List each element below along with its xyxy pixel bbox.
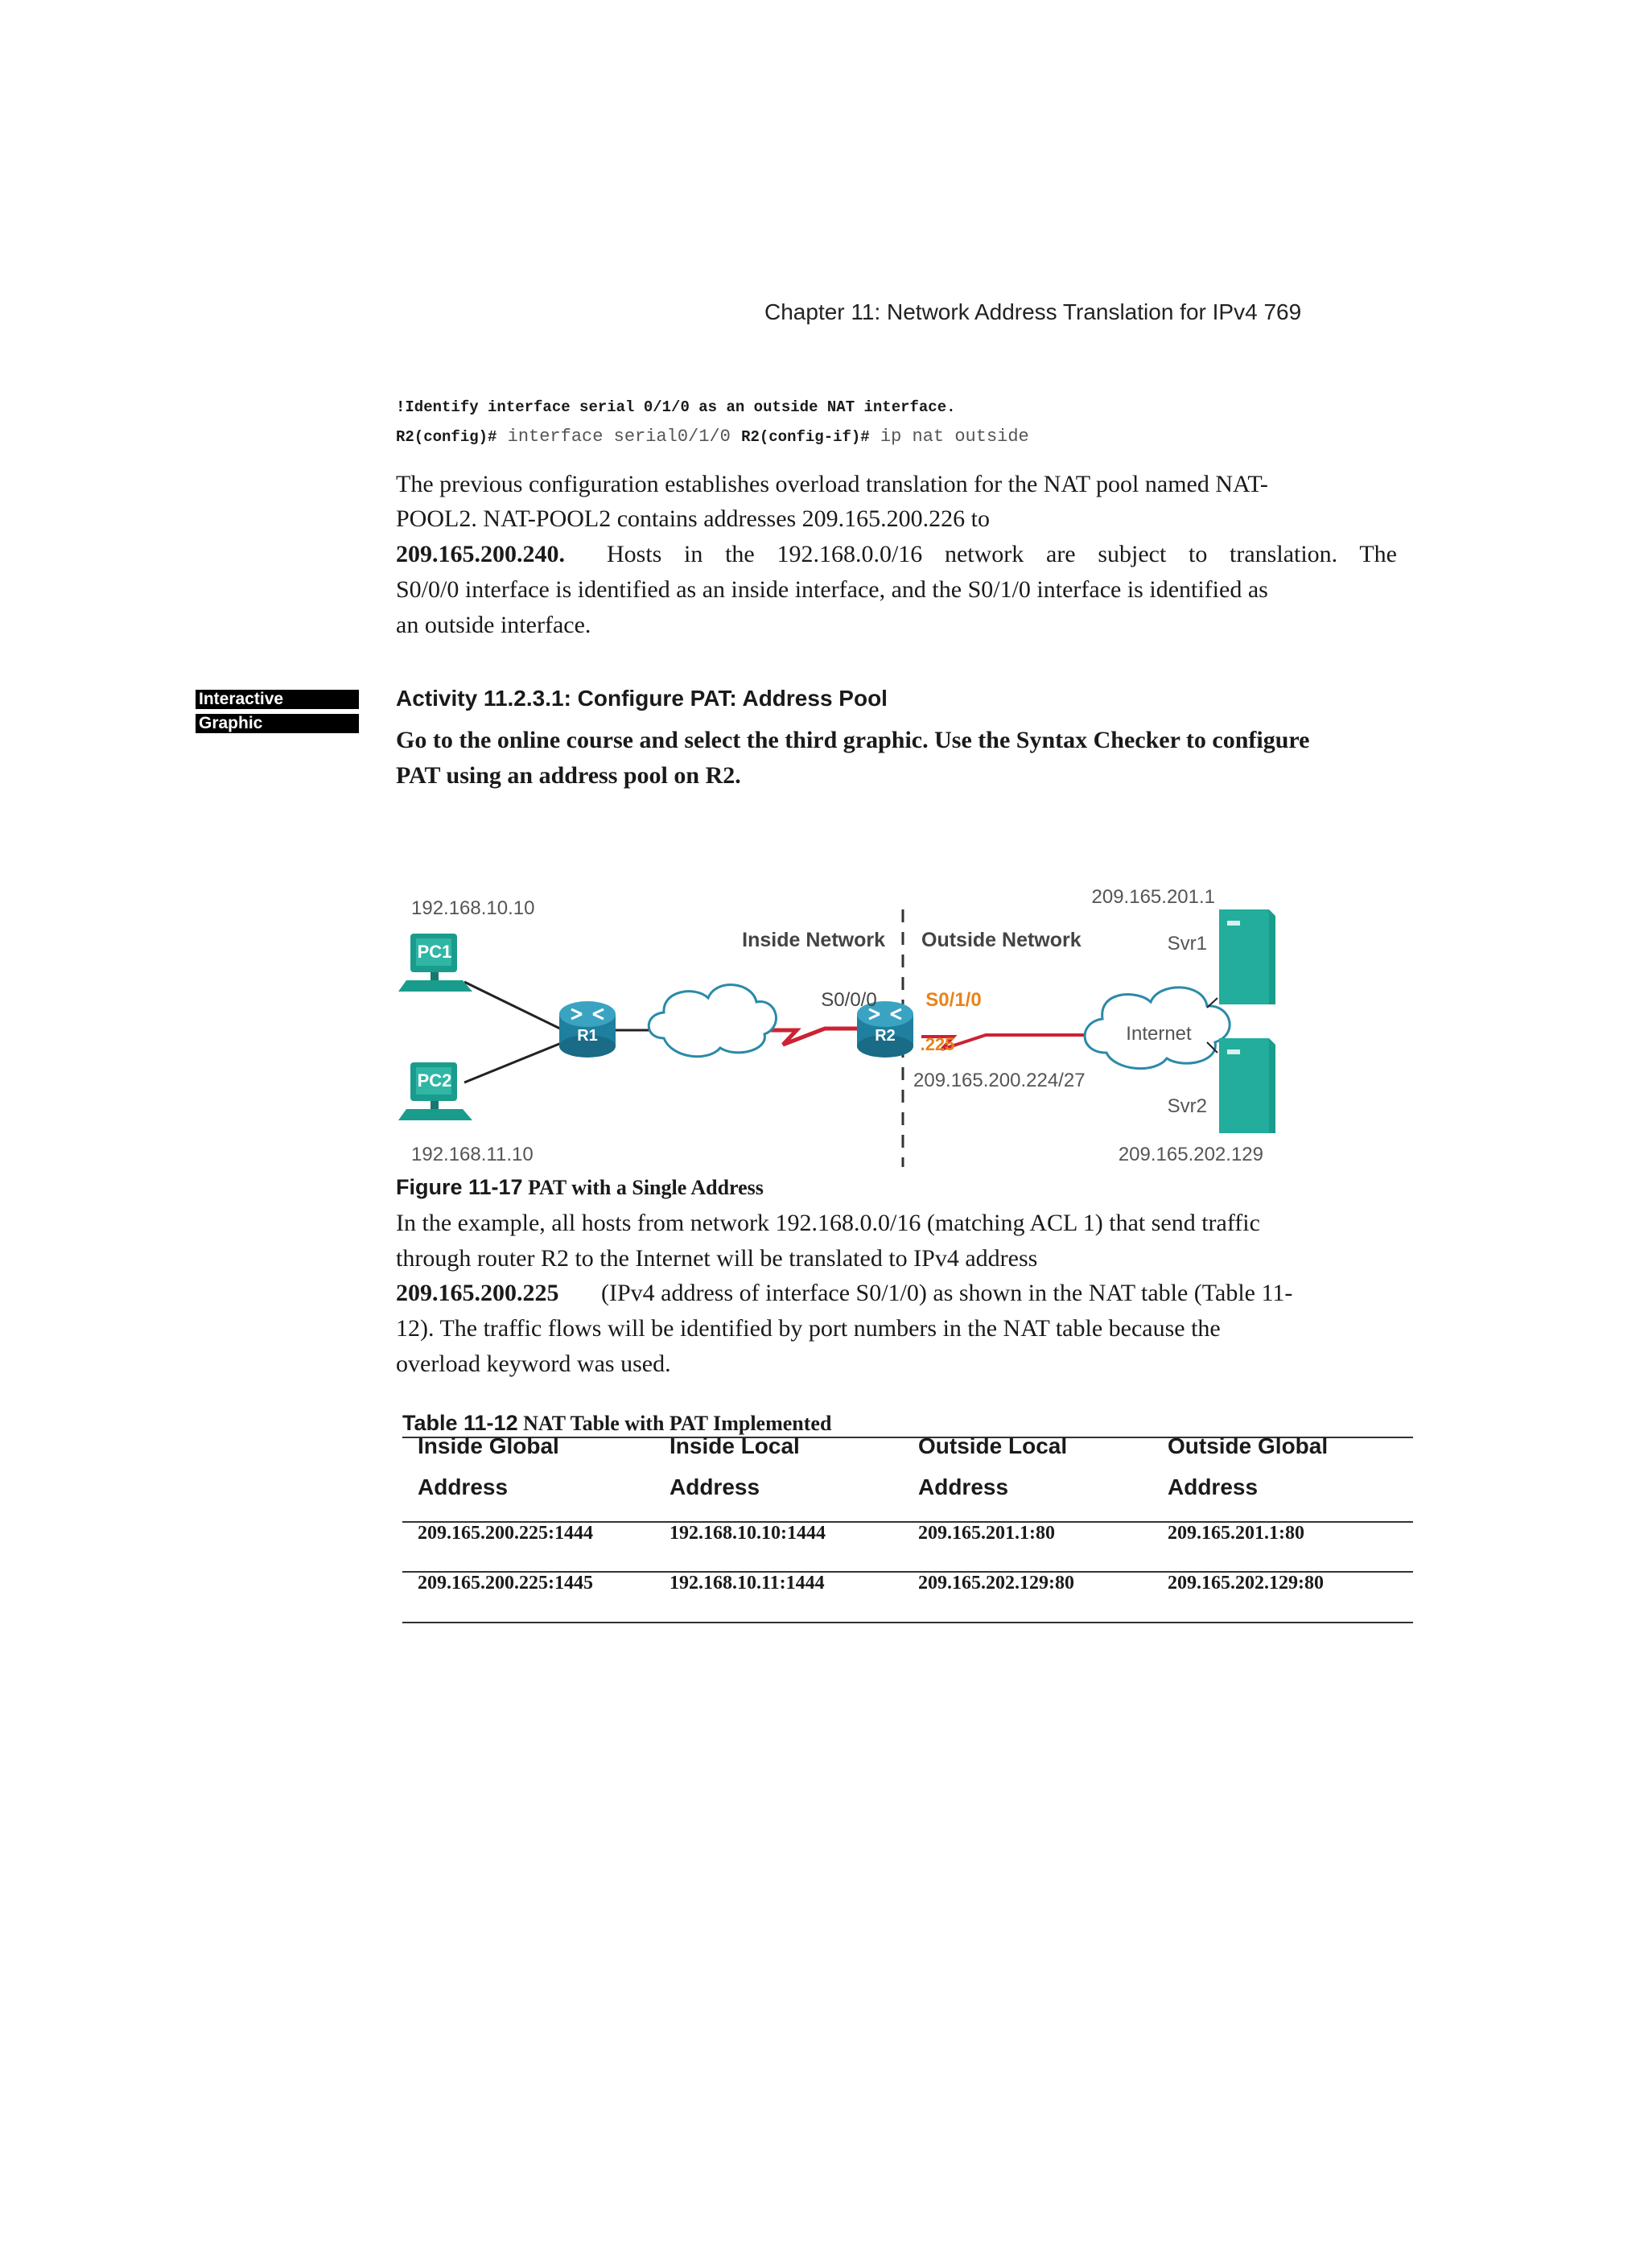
para2-line4: 12). The traffic flows will be identified by port numbers in the NAT table because the	[396, 1315, 1221, 1342]
para1-line1: The previous configuration establishes overload translation for the NAT pool named NAT-	[396, 471, 1268, 497]
table-cell: 209.165.201.1:80	[918, 1523, 1055, 1544]
svr1-ip: 209.165.201.1	[1091, 886, 1215, 908]
code-command-interface: interface serial0/1/0	[496, 427, 742, 447]
table-cell: 209.165.201.1:80	[1168, 1523, 1304, 1544]
header-outside-local-top: Outside Local	[918, 1433, 1068, 1458]
table-cell: 209.165.200.225:1445	[418, 1573, 593, 1594]
pc2-ip: 192.168.11.10	[411, 1144, 534, 1165]
header-inside-local-bottom: Address	[670, 1474, 760, 1499]
table-cell: 192.168.10.10:1444	[670, 1523, 826, 1544]
code-command-nat-outside: ip nat outside	[869, 427, 1029, 447]
code-prompt-config-if: R2(config-if)#	[741, 428, 870, 446]
table-cell: 209.165.202.129:80	[1168, 1573, 1324, 1594]
s010-label: S0/1/0	[925, 989, 982, 1011]
header-inside-local-top: Inside Local	[670, 1433, 800, 1458]
svr2-label: Svr2	[1167, 1095, 1207, 1117]
table-cell: 209.165.200.225:1444	[418, 1523, 593, 1544]
para1-line5: an outside interface.	[396, 612, 591, 638]
table-cell: 209.165.202.129:80	[918, 1573, 1074, 1594]
r1-label: R1	[577, 1027, 598, 1045]
svr2-server-icon	[1219, 1038, 1275, 1133]
interface-225-label: .225	[920, 1034, 955, 1054]
outside-network-label: Outside Network	[921, 929, 1082, 951]
graphic-badge: Graphic	[196, 714, 359, 733]
table-caption	[402, 1411, 831, 1436]
pc1-r1-link	[464, 982, 563, 1030]
table-label: Table 11-12	[402, 1411, 518, 1435]
para2-line5: overload keyword was used.	[396, 1350, 671, 1377]
para2-bold-address: 209.165.200.225	[396, 1280, 559, 1306]
para2-line1: In the example, all hosts from network 192.168.0.0/16 (matching ACL 1) that send traffic	[396, 1210, 1260, 1236]
r2-label: R2	[875, 1027, 896, 1045]
header-outside-local-bottom: Address	[918, 1474, 1009, 1499]
pc1-label: PC1	[417, 942, 452, 962]
internet-label: Internet	[1126, 1023, 1192, 1045]
s000-serial-link	[760, 1029, 857, 1045]
activity-line2: PAT using an address pool on R2.	[396, 762, 741, 789]
table-cell: 192.168.10.11:1444	[670, 1573, 825, 1594]
para1-line3	[396, 537, 1397, 572]
svr2-ip: 209.165.202.129	[1118, 1144, 1263, 1165]
table-bottom-rule	[402, 1622, 1413, 1623]
header-inside-global-bottom: Address	[418, 1474, 509, 1499]
para1-line3-rest: Hosts in the 192.168.0.0/16 network are subject to translation. The	[607, 541, 1397, 567]
subnet-label: 209.165.200.224/27	[913, 1070, 1086, 1091]
svr1-server-icon	[1219, 909, 1275, 1004]
header-inside-global-top: Inside Global	[418, 1433, 559, 1458]
page-header: Chapter 11: Network Address Translation for IPv4 769	[764, 299, 1302, 324]
inside-cloud	[649, 985, 776, 1057]
figure-caption	[396, 1175, 764, 1200]
para2-line3-rest: (IPv4 address of interface S0/1/0) as shown in the NAT table (Table 11-	[601, 1280, 1293, 1306]
code-commands	[396, 427, 1029, 447]
para1-line4: S0/0/0 interface is identified as an inside interface, and the S0/1/0 interface is identified as	[396, 576, 1268, 603]
code-comment: !Identify interface serial 0/1/0 as an outside NAT interface.	[396, 398, 956, 416]
header-outside-global-bottom: Address	[1168, 1474, 1259, 1499]
para1-bold-address: 209.165.200.240.	[396, 541, 565, 567]
pc1-ip: 192.168.10.10	[411, 897, 535, 919]
pc2-label: PC2	[417, 1070, 452, 1091]
network-diagram	[398, 869, 1292, 1167]
para2-line3	[396, 1276, 1386, 1311]
code-prompt-config: R2(config)#	[396, 428, 497, 446]
header-outside-global-top: Outside Global	[1168, 1433, 1329, 1458]
inside-network-label: Inside Network	[742, 929, 885, 951]
pc2-r1-link	[464, 1042, 563, 1082]
para1-line2: POOL2. NAT-POOL2 contains addresses 209.165.200.226 to	[396, 505, 991, 532]
activity-title: Activity 11.2.3.1: Configure PAT: Address Pool	[396, 686, 888, 711]
s000-label: S0/0/0	[821, 989, 877, 1011]
figure-title: PAT with a Single Address	[528, 1176, 764, 1199]
para2-line2: through router R2 to the Internet will be translated to IPv4 address	[396, 1245, 1038, 1272]
table-title: NAT Table with PAT Implemented	[523, 1412, 832, 1435]
figure-label: Figure 11-17	[396, 1175, 523, 1199]
interactive-badge: Interactive	[196, 690, 359, 709]
activity-line1: Go to the online course and select the third graphic. Use the Syntax Checker to configure	[396, 727, 1310, 753]
svr1-label: Svr1	[1167, 933, 1207, 955]
